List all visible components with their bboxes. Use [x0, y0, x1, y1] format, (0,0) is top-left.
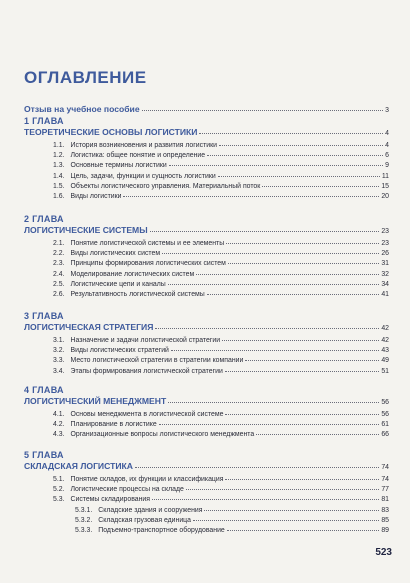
leader-dots	[218, 176, 380, 177]
toc-entry[interactable]	[53, 260, 389, 267]
leader-dots	[193, 520, 379, 521]
entry-text: Понятие складов, их функции и классификация	[70, 476, 224, 483]
chapter-label: 3 ГЛАВА	[24, 311, 64, 321]
entry-number: 5.1.	[53, 476, 65, 483]
entry-number: 2.6.	[53, 291, 65, 298]
leader-dots	[159, 424, 380, 425]
entry-number: 3.1.	[53, 337, 65, 344]
entry-text: Логистические процессы на складе	[70, 486, 184, 494]
entry-text: Понятие логистической системы и ее элементы	[70, 240, 225, 247]
entry-number: 4.2.	[53, 421, 65, 429]
leader-dots	[199, 133, 383, 134]
leader-dots	[228, 263, 379, 264]
chapter-label: 5 ГЛАВА	[24, 450, 64, 460]
entry-page: 26	[381, 250, 389, 258]
leader-dots	[245, 360, 379, 361]
entry-text: Виды логистических стратегий	[70, 347, 169, 355]
chapter-title: ЛОГИСТИЧЕСКИЙ МЕНЕДЖМЕНТ	[24, 396, 167, 406]
leader-dots	[135, 467, 379, 468]
leader-dots	[171, 350, 379, 351]
entry-number: 2.5.	[53, 280, 65, 288]
chapter-label: 2 ГЛАВА	[24, 214, 64, 224]
leader-dots	[227, 530, 380, 531]
entry-number: 3.2.	[53, 347, 65, 355]
entry-page: 6	[385, 152, 389, 160]
leader-dots	[162, 253, 379, 254]
leader-dots	[155, 328, 379, 329]
entry-page: 32	[381, 270, 389, 278]
leader-dots	[204, 510, 379, 511]
entry-page: 42	[381, 337, 389, 344]
toc-entry[interactable]	[53, 183, 389, 190]
entry-number: 1.2.	[53, 152, 65, 160]
toc-entry[interactable]	[75, 527, 389, 534]
entry-text: Логистические цепи и каналы	[70, 280, 166, 288]
entry-text: Результативность логистической системы	[70, 291, 205, 298]
entry-number: 4.3.	[53, 431, 65, 439]
toc-entry[interactable]	[53, 162, 389, 169]
entry-text: Системы складирования	[70, 496, 151, 504]
entry-text: Подъемно-транспортное оборудование	[98, 527, 225, 534]
entry-text: История возникновения и развития логистики	[70, 142, 217, 149]
leader-dots	[225, 479, 379, 480]
entry-number: 1.4.	[53, 172, 65, 180]
entry-page: 11	[381, 172, 389, 180]
chapter-label: 1 ГЛАВА	[24, 116, 64, 126]
leader-dots	[152, 499, 379, 500]
entry-page: 81	[381, 496, 389, 504]
entry-page: 20	[381, 193, 389, 200]
leader-dots	[219, 145, 383, 146]
leader-dots	[207, 294, 380, 295]
entry-page: 89	[381, 527, 389, 534]
entry-number: 5.3.	[53, 496, 65, 504]
entry-text: Виды логистических систем	[70, 250, 161, 258]
entry-page: 77	[381, 486, 389, 494]
toc-entry[interactable]	[53, 240, 389, 247]
chapter-page: 4	[385, 130, 389, 137]
entry-number: 1.3.	[53, 162, 65, 170]
entry-page: 43	[381, 347, 389, 355]
toc-entry[interactable]	[75, 507, 389, 514]
toc-entry[interactable]	[53, 291, 389, 298]
leader-dots	[168, 402, 379, 403]
entry-number: 1.5.	[53, 182, 65, 190]
leader-dots	[168, 284, 380, 285]
entry-page: 4	[385, 142, 389, 149]
toc-entry[interactable]	[53, 421, 389, 428]
entry-number: 2.1.	[53, 240, 65, 247]
leader-dots	[262, 186, 379, 187]
entry-number: 1.1.	[53, 142, 65, 149]
entry-page: 74	[381, 476, 389, 483]
leader-dots	[222, 340, 379, 341]
entry-number: 4.1.	[53, 411, 65, 418]
chapter-title: ЛОГИСТИЧЕСКИЕ СИСТЕМЫ	[24, 225, 148, 235]
entry-text: Логистика: общее понятие и определение	[70, 152, 206, 160]
toc-entry[interactable]	[53, 250, 389, 257]
page-number: 523	[375, 547, 392, 558]
entry-page: 49	[381, 357, 389, 365]
entry-text: Складская грузовая единица	[98, 516, 191, 524]
entry-text: Моделирование логистических систем	[70, 270, 195, 278]
entry-page: 34	[381, 280, 389, 288]
entry-page: 66	[381, 431, 389, 439]
entry-text: Организационные вопросы логистического менеджмента	[70, 431, 255, 439]
entry-number: 5.3.2.	[75, 516, 93, 524]
chapter-title: ЛОГИСТИЧЕСКАЯ СТРАТЕГИЯ	[24, 322, 154, 332]
entry-number: 5.3.1.	[75, 506, 93, 514]
leader-dots	[207, 155, 383, 156]
leader-dots	[142, 110, 384, 111]
chapter-page: 42	[381, 325, 389, 332]
leader-dots	[225, 371, 380, 372]
toc-entry[interactable]	[53, 486, 389, 493]
chapter-title: СКЛАДСКАЯ ЛОГИСТИКА	[24, 461, 133, 471]
leader-dots	[196, 274, 379, 275]
entry-number: 2.4.	[53, 270, 65, 278]
entry-text: Назначение и задачи логистической стратегии	[70, 337, 221, 344]
entry-number: 5.2.	[53, 486, 65, 494]
leader-dots	[226, 243, 379, 244]
leader-dots	[225, 414, 379, 415]
chapter-title-row[interactable]	[24, 396, 389, 406]
toc-entry[interactable]	[53, 411, 389, 418]
entry-page: 41	[381, 291, 389, 298]
entry-text: Основные термины логистики	[70, 162, 167, 170]
entry-number: 2.2.	[53, 250, 65, 258]
toc-entry[interactable]	[53, 431, 389, 438]
entry-number: 2.3.	[53, 260, 65, 268]
entry-page: 61	[381, 421, 389, 429]
chapter-title-row[interactable]	[24, 461, 389, 471]
toc-entry[interactable]	[53, 368, 389, 375]
leader-dots	[150, 231, 380, 232]
entry-page: 9	[385, 162, 389, 170]
leader-dots	[256, 434, 379, 435]
entry-number: 3.4.	[53, 367, 65, 375]
leader-dots	[169, 165, 383, 166]
entry-page: 23	[381, 240, 389, 247]
toc-entry[interactable]	[53, 337, 389, 344]
entry-number: 1.6.	[53, 193, 65, 200]
toc-entry[interactable]	[53, 173, 389, 180]
toc-entry[interactable]	[53, 357, 389, 364]
toc-title: ОГЛАВЛЕНИЕ	[24, 68, 147, 87]
entry-page: 15	[381, 182, 389, 190]
chapter-title-row[interactable]	[24, 225, 389, 235]
toc-entry[interactable]	[53, 496, 389, 503]
review-text: Отзыв на учебное пособие	[24, 104, 140, 114]
entry-text: Виды логистики	[70, 193, 122, 200]
toc-entry[interactable]	[53, 281, 389, 288]
review-page: 3	[385, 107, 389, 114]
entry-text: Основы менеджмента в логистической системе	[70, 411, 224, 418]
toc-entry[interactable]	[53, 476, 389, 483]
entry-text: Принципы формирования логистических систем	[70, 260, 226, 268]
entry-page: 51	[381, 367, 389, 375]
entry-text: Складские здания и сооружения	[98, 506, 203, 514]
entry-page: 31	[381, 260, 389, 268]
toc-entry[interactable]	[53, 152, 389, 159]
entry-number: 5.3.3.	[75, 527, 93, 534]
entry-text: Объекты логистического управления. Материальный поток	[70, 182, 261, 190]
entry-page: 85	[381, 516, 389, 524]
chapter-title-row[interactable]	[24, 127, 389, 137]
toc-review-row[interactable]	[24, 104, 389, 114]
chapter-page: 74	[381, 464, 389, 471]
chapter-page: 56	[381, 399, 389, 406]
leader-dots	[186, 489, 380, 490]
chapter-title: ТЕОРЕТИЧЕСКИЕ ОСНОВЫ ЛОГИСТИКИ	[24, 127, 198, 137]
entry-text: Цель, задачи, функции и сущность логистики	[70, 172, 216, 180]
toc-entry[interactable]	[75, 517, 389, 524]
chapter-label: 4 ГЛАВА	[24, 385, 64, 395]
entry-number: 3.3.	[53, 357, 65, 365]
chapter-page: 23	[381, 228, 389, 235]
toc-entry[interactable]	[53, 193, 389, 200]
toc-entry[interactable]	[53, 142, 389, 149]
chapter-title-row[interactable]	[24, 322, 389, 332]
toc-entry[interactable]	[53, 347, 389, 354]
entry-page: 56	[381, 411, 389, 418]
entry-text: Место логистической стратегии в стратегии компании	[70, 357, 244, 365]
entry-text: Этапы формирования логистической стратегии	[70, 367, 223, 375]
toc-entry[interactable]	[53, 271, 389, 278]
entry-text: Планирование в логистике	[70, 421, 157, 429]
leader-dots	[123, 196, 379, 197]
entry-page: 83	[381, 506, 389, 514]
